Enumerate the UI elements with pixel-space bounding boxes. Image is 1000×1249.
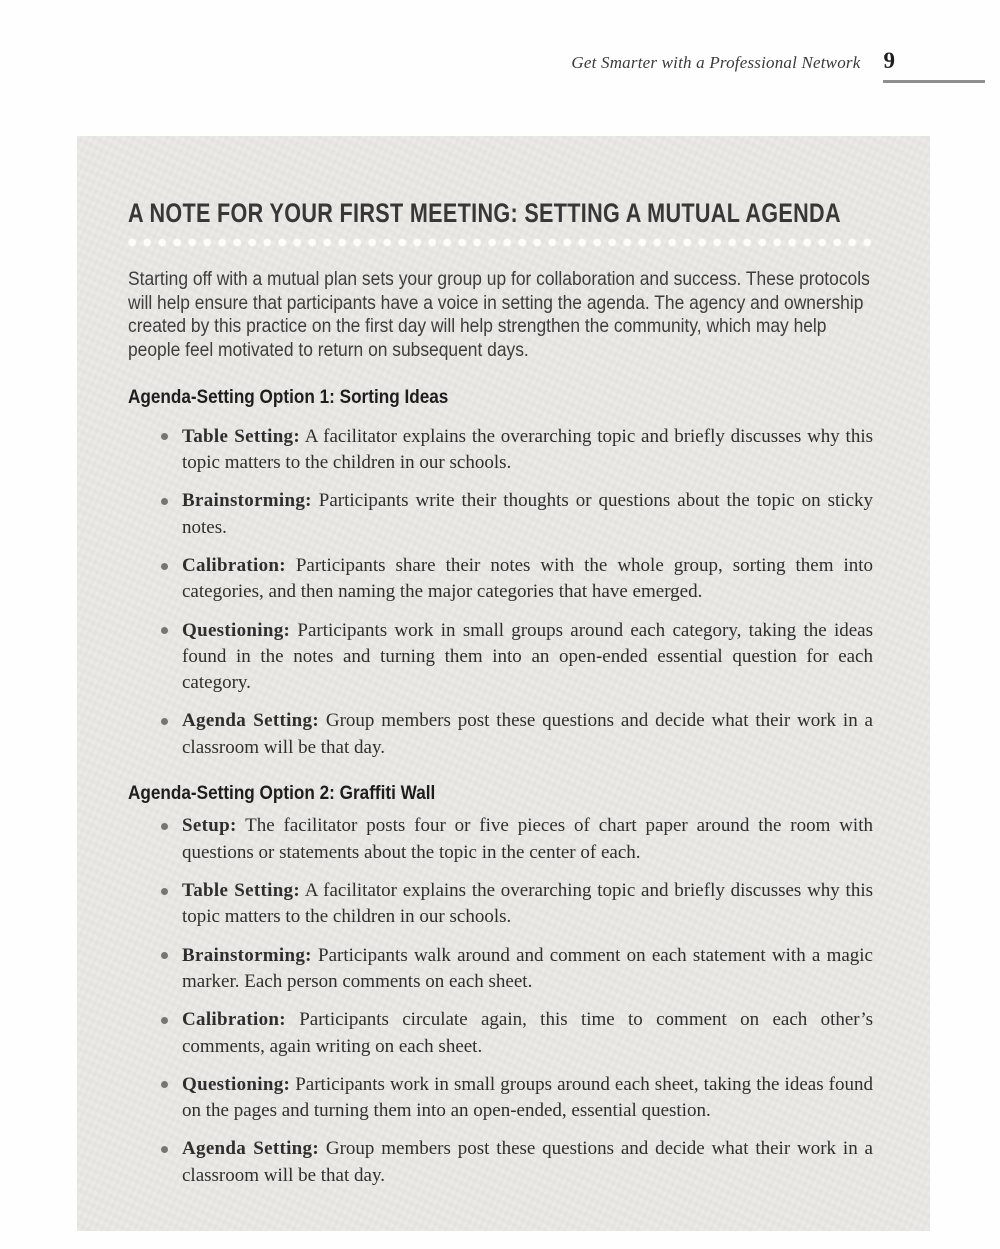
bullet-lead: Brainstorming: <box>182 490 312 512</box>
bullet-icon <box>161 1081 168 1088</box>
list-item <box>128 488 873 541</box>
bullet-text: Group members post these questions and decide what their work in a classroom will be that day. <box>182 710 873 758</box>
bullet-icon <box>161 627 168 634</box>
bullet-icon <box>161 1017 168 1024</box>
list-item <box>128 1007 873 1060</box>
bullet-text: Group members post these questions and decide what their work in a classroom will be that day. <box>182 1138 873 1186</box>
list-item <box>128 553 873 606</box>
running-header <box>571 48 895 74</box>
option-2-bullet-list <box>128 813 873 1189</box>
option-1-bullet-list <box>128 424 873 761</box>
bullet-lead: Table Setting: <box>182 880 300 902</box>
bullet-icon <box>161 823 168 830</box>
bullet-text: Participants circulate again, this time to comment on each other’s comments, again writing on each sheet. <box>182 1009 874 1057</box>
bullet-icon <box>161 718 168 725</box>
option-2-heading-text: Agenda-Setting Option 2: Graffiti Wall <box>128 782 436 805</box>
option-1-heading <box>128 386 873 409</box>
list-item <box>128 424 873 477</box>
note-title <box>128 198 873 229</box>
bullet-icon <box>161 1146 168 1153</box>
bullet-text: Participants work in small groups around each category, taking the ideas found in the notes and turning them into an open-ended essential question for each category. <box>182 619 873 694</box>
bullet-icon <box>161 498 168 505</box>
bullet-lead: Questioning: <box>182 619 291 641</box>
list-item <box>128 943 873 996</box>
list-item <box>128 708 873 761</box>
bullet-lead: Agenda Setting: <box>182 1138 319 1160</box>
option-2-heading <box>128 782 873 805</box>
bullet-lead: Agenda Setting: <box>182 710 319 732</box>
intro-paragraph: Starting off with a mutual plan sets your group up for collaboration and success. These protocols will help ensure that participants have a voice in setting the agenda. The agency and ownership created by this practice on the first day will help strengthen the community, which may help people feel motivated to return on subsequent days. <box>128 268 870 361</box>
bullet-icon <box>161 433 168 440</box>
bullet-text: Participants share their notes with the whole group, sorting them into categories, and then naming the major categories that have emerged. <box>182 555 874 603</box>
bullet-icon <box>161 888 168 895</box>
bullet-text: Participants work in small groups around each sheet, taking the ideas found on the pages and turning them into an open-ended, essential question. <box>182 1073 873 1122</box>
bullet-lead: Table Setting: <box>182 425 300 447</box>
page-number: 9 <box>883 48 895 73</box>
note-title-text: A NOTE FOR YOUR FIRST MEETING: SETTING A MUTUAL AGENDA <box>128 198 841 228</box>
list-item <box>128 1136 873 1189</box>
bullet-icon <box>161 563 168 570</box>
bullet-icon <box>161 952 168 959</box>
bullet-lead: Calibration: <box>182 555 286 576</box>
bullet-lead: Questioning: <box>182 1073 291 1095</box>
bullet-lead: Brainstorming: <box>182 944 312 966</box>
bullet-lead: Setup: <box>182 815 237 837</box>
bullet-text: Participants write their thoughts or questions about the topic on sticky notes. <box>182 490 874 538</box>
list-item <box>128 618 873 697</box>
bullet-text: The facilitator posts four or five pieces of chart paper around the room with questions or statements about the topic in the center of each. <box>182 815 873 863</box>
dotted-divider <box>128 238 873 247</box>
option-1-heading-text: Agenda-Setting Option 1: Sorting Ideas <box>128 386 449 409</box>
note-box <box>77 136 930 1231</box>
bullet-lead: Calibration: <box>182 1009 286 1031</box>
bullet-text: Participants walk around and comment on each statement with a magic marker. Each person comments on each sheet. <box>182 944 873 992</box>
list-item <box>128 878 873 931</box>
bullet-text: A facilitator explains the overarching topic and briefly discusses why this topic matters to the children in our schools. <box>182 880 874 928</box>
list-item <box>128 813 873 866</box>
running-title: Get Smarter with a Professional Network <box>571 53 861 72</box>
list-item <box>128 1072 873 1125</box>
header-rule <box>883 80 985 83</box>
bullet-text: A facilitator explains the overarching topic and briefly discusses why this topic matters to the children in our schools. <box>182 425 874 474</box>
